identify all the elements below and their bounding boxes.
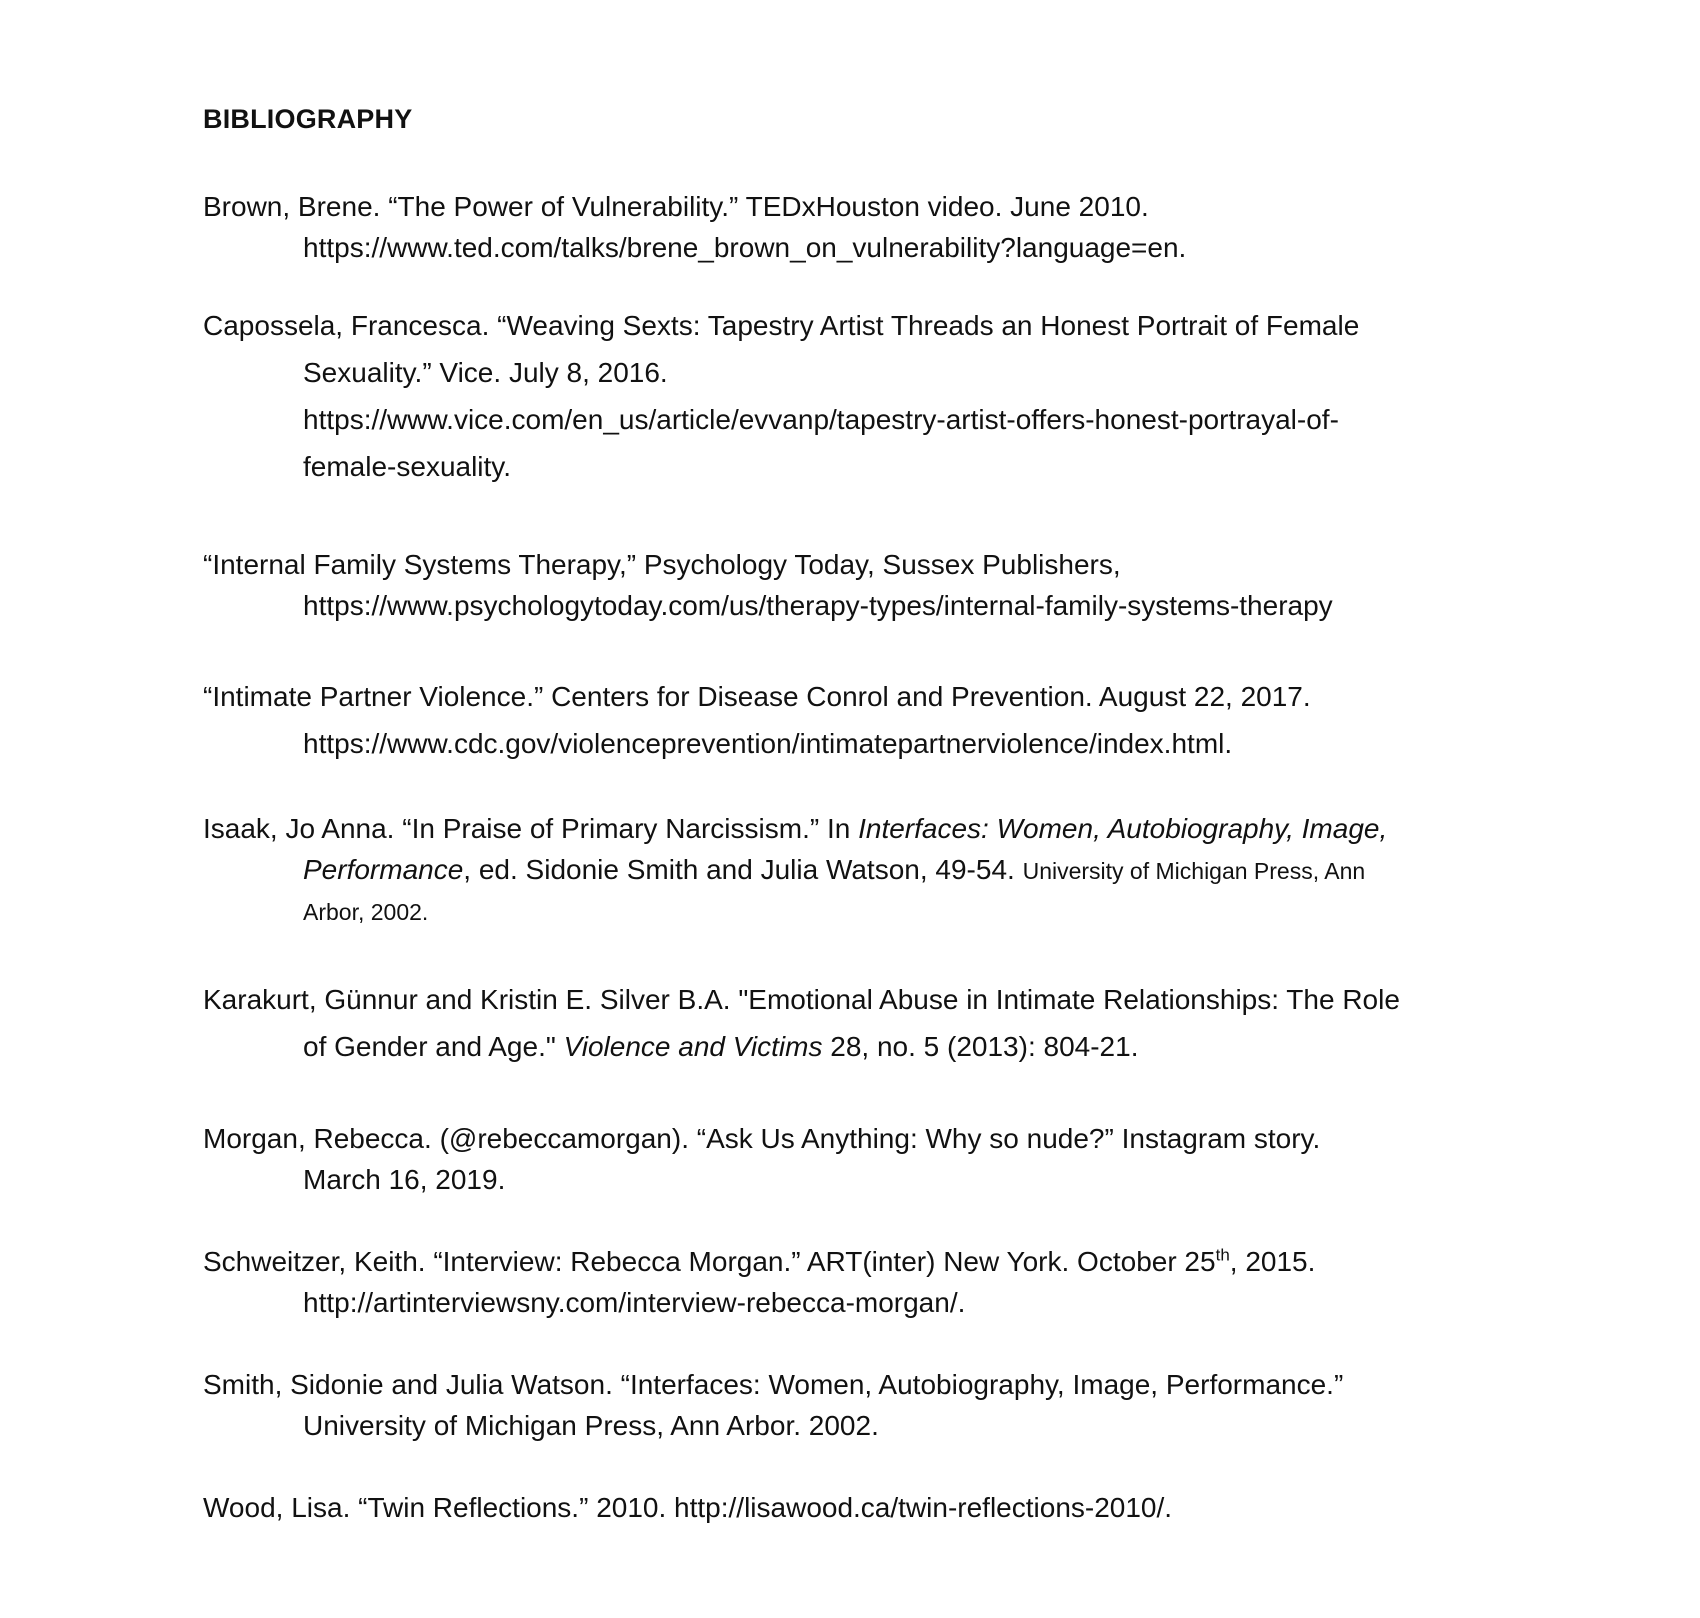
entry-title-italic: Performance <box>303 854 464 885</box>
entry-url: https://www.psychologytoday.com/us/therapy-types/internal-family-systems-therapy <box>303 590 1333 621</box>
entry-journal-italic: Violence and Victims <box>563 1031 823 1062</box>
bibliography-entry <box>203 186 1523 268</box>
entry-line: “Internal Family Systems Therapy,” Psychology Today, Sussex Publishers, <box>203 549 1121 580</box>
entry-line <box>203 808 1523 849</box>
entry-text: of Gender and Age." <box>303 1031 564 1062</box>
entry-text: , ed. Sidonie Smith and Julia Watson, 49-54. <box>463 854 1023 885</box>
entry-text: 28, no. 5 (2013): 804-21. <box>822 1031 1139 1062</box>
entry-line: Karakurt, Günnur and Kristin E. Silver B.A. "Emotional Abuse in Intimate Relationships: The Role <box>203 984 1400 1015</box>
bibliography-entry <box>203 1364 1523 1446</box>
entry-line <box>203 1023 1523 1070</box>
entry-url: https://www.ted.com/talks/brene_brown_on_vulnerability?language=en. <box>303 232 1187 263</box>
bibliography-entry <box>203 808 1523 933</box>
bibliography-entry <box>203 1241 1523 1323</box>
entry-text: , 2015. <box>1229 1246 1316 1277</box>
entry-text: Isaak, Jo Anna. “In Praise of Primary Narcissism.” In <box>203 813 859 844</box>
bibliography-entry <box>203 673 1523 767</box>
entry-title-italic: Interfaces: Women, Autobiography, Image, <box>858 813 1388 844</box>
entry-line: Capossela, Francesca. “Weaving Sexts: Tapestry Artist Threads an Honest Portrait of Female <box>203 310 1360 341</box>
entry-line: Morgan, Rebecca. (@rebeccamorgan). “Ask Us Anything: Why so nude?” Instagram story. <box>203 1123 1321 1154</box>
entry-url: https://www.cdc.gov/violenceprevention/intimatepartnerviolence/index.html. <box>303 728 1233 759</box>
entry-line: Smith, Sidonie and Julia Watson. “Interfaces: Women, Autobiography, Image, Performance.” <box>203 1369 1344 1400</box>
bibliography-entry <box>203 302 1523 490</box>
entry-line: Wood, Lisa. “Twin Reflections.” 2010. http://lisawood.ca/twin-reflections-2010/. <box>203 1492 1173 1523</box>
page-title: BIBLIOGRAPHY <box>203 104 413 134</box>
entry-publisher: University of Michigan Press, Ann <box>1022 858 1366 884</box>
entry-text: Schweitzer, Keith. “Interview: Rebecca Morgan.” ART(inter) New York. October 25 <box>203 1246 1216 1277</box>
entry-line: University of Michigan Press, Ann Arbor. 2002. <box>303 1410 879 1441</box>
entry-line: March 16, 2019. <box>303 1164 506 1195</box>
bibliography-entry <box>203 1487 1523 1528</box>
bibliography-entry <box>203 544 1523 626</box>
entry-url: https://www.vice.com/en_us/article/evvanp/tapestry-artist-offers-honest-portrayal-of- <box>303 404 1339 435</box>
bibliography-entry <box>203 976 1523 1070</box>
entry-url: female-sexuality. <box>303 451 512 482</box>
entry-url: http://artinterviewsny.com/interview-rebecca-morgan/. <box>303 1287 966 1318</box>
entry-line: Brown, Brene. “The Power of Vulnerability.” TEDxHouston video. June 2010. <box>203 191 1149 222</box>
entry-line <box>203 849 1523 892</box>
entry-line: Sexuality.” Vice. July 8, 2016. <box>303 357 668 388</box>
ordinal-superscript: th <box>1215 1245 1230 1265</box>
bibliography-entry <box>203 1118 1523 1200</box>
entry-line: “Intimate Partner Violence.” Centers for Disease Conrol and Prevention. August 22, 2017. <box>203 681 1311 712</box>
entry-line <box>203 1241 1523 1282</box>
entry-publisher: Arbor, 2002. <box>303 899 429 925</box>
